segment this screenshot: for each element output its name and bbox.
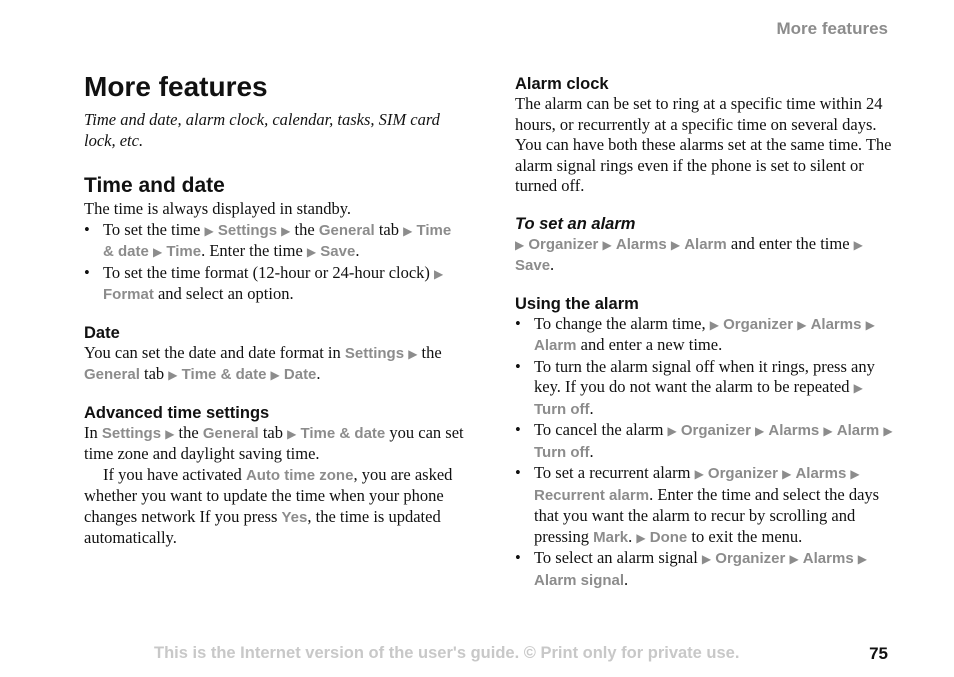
- section-heading-date: Date: [84, 323, 120, 342]
- advanced-paragraph-1: In Settings ▶ the General tab ▶ Time & date you can set time zone and daylight saving time.: [84, 422, 464, 463]
- list-item: • To set the time ▶ Settings ▶ the General tab ▶ Time & date ▶ Time. Enter the time ▶ Save.: [84, 220, 464, 263]
- menu-path-general: General: [318, 221, 375, 239]
- menu-arrow-icon: ▶: [165, 426, 175, 441]
- menu-path-time: Time: [166, 243, 202, 260]
- menu-arrow-icon: ▶: [515, 237, 525, 252]
- menu-arrow-icon: ▶: [850, 467, 860, 481]
- menu-path-organizer: Organizer: [680, 422, 751, 439]
- section-heading-alarm-clock: Alarm clock: [515, 75, 609, 93]
- menu-arrow-icon: ▶: [797, 317, 807, 332]
- menu-path-date: Date: [283, 366, 317, 383]
- menu-path-save: Save: [320, 243, 356, 260]
- menu-arrow-icon: ▶: [403, 223, 413, 238]
- menu-path-time-date: Time & date: [103, 221, 452, 260]
- menu-arrow-icon: ▶: [602, 237, 612, 252]
- menu-path-save: Save: [515, 257, 551, 274]
- softkey-done: Done: [649, 528, 688, 546]
- menu-arrow-icon: ▶: [701, 552, 712, 566]
- list-item: • To select an alarm signal ▶ Organizer ▶ Alarms ▶ Alarm signal.: [515, 548, 893, 591]
- menu-path-alarms: Alarms: [768, 422, 820, 439]
- list-item: • To turn the alarm signal off when it rings, press any key. If you do not want the alarm to be repeated ▶ Turn off.: [515, 357, 893, 421]
- time-intro: The time is always displayed in standby.: [84, 199, 352, 218]
- menu-path-organizer: Organizer: [528, 235, 599, 253]
- menu-arrow-icon: ▶: [434, 266, 444, 281]
- menu-arrow-icon: ▶: [168, 368, 178, 382]
- menu-arrow-icon: ▶: [408, 346, 418, 361]
- menu-path-time-date: Time & date: [181, 366, 267, 383]
- menu-path-turn-off: Turn off: [534, 400, 590, 418]
- menu-arrow-icon: ▶: [782, 467, 792, 481]
- menu-path-organizer: Organizer: [715, 550, 786, 567]
- page-subtitle: Time and date, alarm clock, calendar, tasks, SIM card lock, etc.: [84, 110, 440, 150]
- menu-path-alarm: Alarm: [836, 422, 880, 439]
- date-paragraph: You can set the date and date format in Settings ▶ the General tab ▶ Time & date ▶ Date.: [84, 342, 442, 383]
- menu-path-settings: Settings: [217, 221, 278, 239]
- set-alarm-paragraph: ▶ Organizer ▶ Alarms ▶ Alarm and enter the time ▶ Save.: [515, 233, 863, 274]
- menu-arrow-icon: ▶: [670, 237, 681, 252]
- menu-arrow-icon: ▶: [755, 424, 765, 438]
- menu-arrow-icon: ▶: [204, 223, 214, 238]
- menu-path-alarms: Alarms: [795, 465, 847, 482]
- list-item: • To set the time format (12-hour or 24-hour clock) ▶ Format and select an option.: [84, 263, 464, 306]
- page-number: 75: [869, 644, 888, 663]
- menu-arrow-icon: ▶: [789, 552, 799, 566]
- menu-arrow-icon: ▶: [667, 424, 677, 438]
- advanced-paragraph-2: If you have activated Auto time zone, you are asked whether you want to update the time when your phone changes network If you press Yes, the time is updated automatically.: [84, 464, 453, 547]
- menu-arrow-icon: ▶: [306, 245, 317, 259]
- menu-arrow-icon: ▶: [709, 317, 719, 332]
- menu-path-settings: Settings: [101, 424, 162, 442]
- section-heading-time-and-date: Time and date: [84, 174, 225, 197]
- menu-arrow-icon: ▶: [823, 424, 833, 438]
- left-column: [84, 70, 464, 549]
- footer-notice: This is the Internet version of the user's guide. © Print only for private use.: [154, 644, 740, 662]
- menu-path-settings: Settings: [344, 344, 405, 362]
- menu-path-turn-off: Turn off: [534, 443, 590, 461]
- menu-path-alarms: Alarms: [810, 315, 862, 333]
- right-column: [515, 74, 893, 591]
- menu-arrow-icon: ▶: [152, 245, 163, 259]
- menu-arrow-icon: ▶: [636, 530, 646, 545]
- alarm-clock-paragraph: The alarm can be set to ring at a specific time within 24 hours, or recurrently at a specific time on several days. You can have both these alarms set at the same time. The alarm signal rings even if the phone is set to silent or turned off.: [515, 94, 892, 195]
- page-title: More features: [84, 71, 268, 102]
- time-bullets: [84, 220, 464, 306]
- menu-arrow-icon: ▶: [281, 223, 291, 238]
- menu-path-format: Format: [103, 286, 154, 303]
- menu-arrow-icon: ▶: [883, 424, 893, 438]
- option-auto-time-zone: Auto time zone: [245, 466, 354, 484]
- menu-path-alarms: Alarms: [802, 550, 854, 567]
- list-item: • To change the alarm time, ▶ Organizer ▶ Alarms ▶ Alarm and enter a new time.: [515, 314, 893, 357]
- running-head: More features: [776, 19, 888, 38]
- menu-path-alarms: Alarms: [615, 235, 667, 253]
- menu-arrow-icon: ▶: [853, 237, 863, 252]
- softkey-mark: Mark: [593, 528, 629, 546]
- menu-path-alarm: Alarm: [684, 235, 727, 253]
- list-item: • To cancel the alarm ▶ Organizer ▶ Alarms ▶ Alarm ▶ Turn off.: [515, 420, 893, 463]
- menu-path-recurrent-alarm: Recurrent alarm: [534, 486, 650, 504]
- menu-path-time-date: Time & date: [300, 424, 386, 442]
- menu-path-alarm: Alarm: [534, 337, 577, 354]
- option-yes: Yes: [281, 508, 308, 526]
- menu-arrow-icon: ▶: [694, 467, 704, 481]
- menu-path-organizer: Organizer: [707, 465, 778, 482]
- list-item: • To set a recurrent alarm ▶ Organizer ▶ Alarms ▶ Recurrent alarm. Enter the time and select the days that you want the alarm to recur by scrolling and pressing Mark. ▶ Done to exit the menu.: [515, 463, 893, 548]
- menu-arrow-icon: ▶: [857, 552, 868, 566]
- menu-path-general: General: [84, 366, 140, 383]
- section-heading-advanced: Advanced time settings: [84, 403, 270, 422]
- menu-path-alarm-signal: Alarm signal: [534, 571, 625, 589]
- menu-arrow-icon: ▶: [287, 426, 297, 441]
- section-heading-using-alarm: Using the alarm: [515, 294, 639, 313]
- menu-arrow-icon: ▶: [270, 368, 280, 382]
- menu-arrow-icon: ▶: [853, 381, 863, 395]
- menu-arrow-icon: ▶: [865, 317, 875, 332]
- menu-path-organizer: Organizer: [723, 315, 794, 333]
- using-alarm-bullets: [515, 314, 893, 592]
- menu-path-general: General: [202, 424, 259, 442]
- section-heading-set-alarm: To set an alarm: [515, 214, 636, 233]
